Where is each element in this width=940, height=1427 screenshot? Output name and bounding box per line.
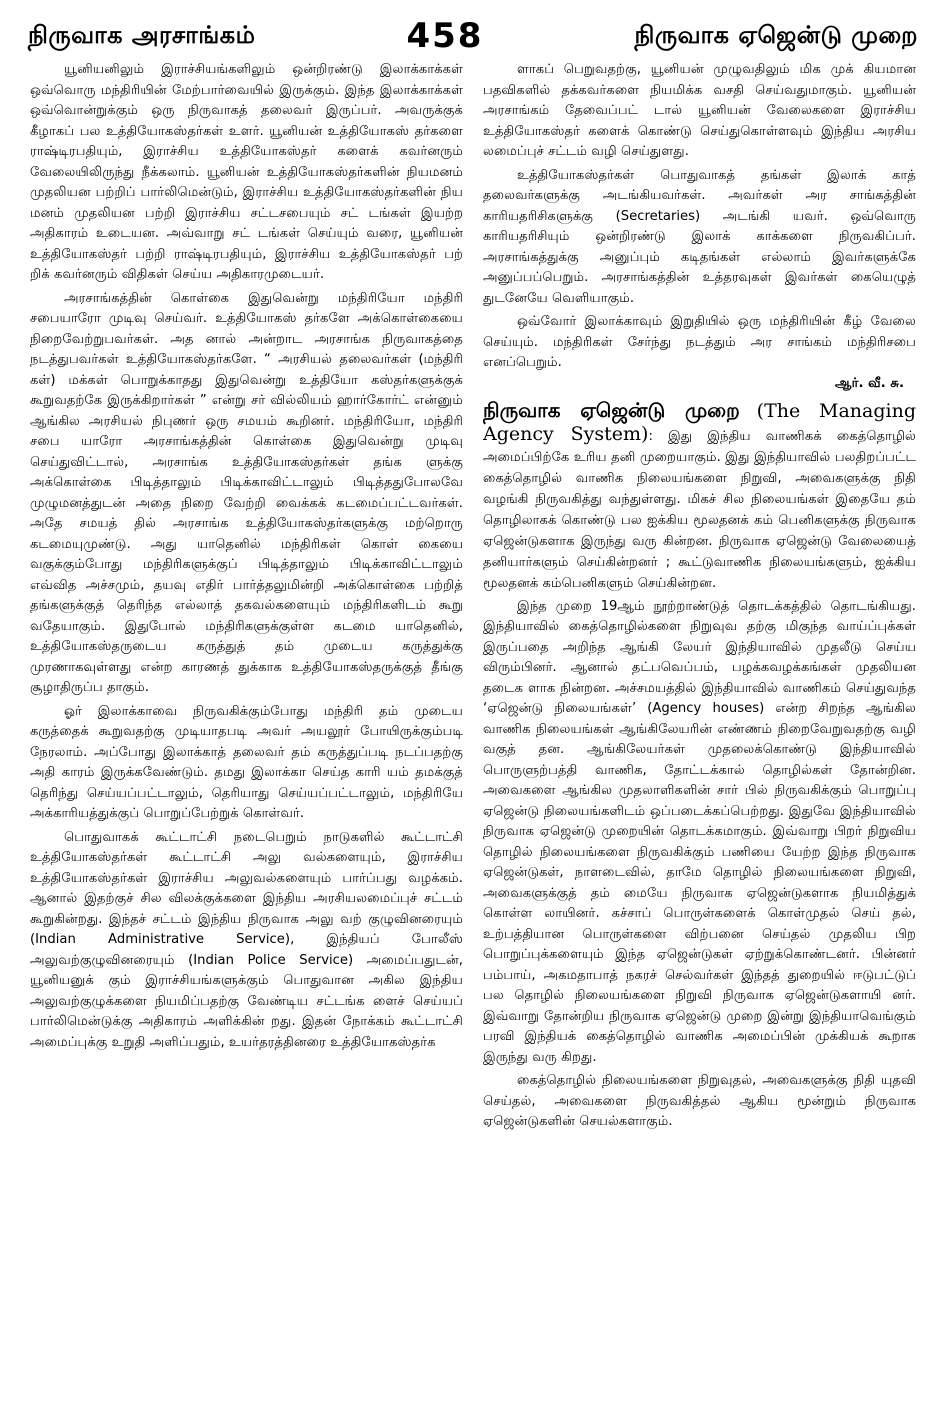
section-intro: : இது இந்திய வாணிகக் கைத்தொழில் அமைப்பிற்கே உரிய தனி முறையாகும். இது இந்தியாவில் பலதிறப்பட்ட கைத்தொழில் வாணிக நிலையங்களை நிறுவி, அவைகளுக்கு நிதி வழங்கி நிருவகித்து வந்துள்ளது. மிகச் சில நிலையங்கள் இதையே தம் தொழிலாகக் கொண்டு பல ஐக்கிய மூலதனக் கம் பெனிகளுக்கு நிருவாக ஏஜென்டுகளாக இருந்து வரு கின்றன. நிருவாக ஏஜென்டு வேலையைத் தனியார்களும் செய்கின்றனர் ; கூட்டுவாணிக நிலையங்களும், ஐக்கிய மூலதனக் கம்பெனிகளும் செய்கின்றன. <box>483 428 916 591</box>
running-title-right: நிருவாக ஏஜென்டு முறை <box>634 20 918 49</box>
paragraph: ஓர் இலாக்காவை நிருவகிக்கும்போது மந்திரி தம் முடைய கருத்தைக் கூறுவதற்கு முடியாதபடி அவர் அயலூர் போயிருக்கும்படி நேரலாம். அப்போது இலாக்காத் தலைவர் தம் கருத்துப்படி நடப்பதற்கு அதி காரம் இருக்கவேண்டும். தமது இலாக்கா செய்த காரி யம் தமக்குத் தெரிந்து செய்யப்பட்டாலும், தெரியாது செய்யப்பட்டாலும், மந்திரியே அக்காரியத்துக்குப் பொறுப்பேற்றுக் கொள்வர். <box>30 703 463 821</box>
paragraph: அரசாங்கத்தின் கொள்கை இதுவென்று மந்திரியோ மந்திரி சபையாரோ முடிவு செய்வர். உத்தியோகஸ் தர்களே அக்கொள்கையை நிறைவேற்றுபவர்கள். அத னால் அன்றாட அரசாங்க நிருவாகத்தை நடத்துபவர்கள் உத்தியோகஸ்தர்களே. “ அரசியல் தலைவர்கள் (மந்திரி கள்) மக்கள் பொறுக்காதது இதுவென்று உத்தியோ கஸ்தர்களுக்குக் கூறுவதற்கே இருக்கிறார்கள் ” என்று சர் வில்லியம் ஹார்கோர்ட் என்னும் ஆங்கில அரசியல் நிபுணர் ஒரு சமயம் கூறினர். மந்திரியோ, மந்திரி சபை யாரோ அரசாங்கத்தின் கொள்கை இதுவென்று முடிவு செய்துவிட்டால், அரசாங்க உத்தியோகஸ்தர்கள் தங்க ளுக்கு அக்கொள்கை பிடித்தாலும் பிடிக்காவிட்டாலும் பிடித்ததுபோலவே முழுமனத்துடன் அதை நிறை வேற்றி வைக்கக் கடமைப்பட்டவர்கள். அதே சமயத் தில் அரசாங்க உத்தியோகஸ்தர்களுக்கு மற்றொரு கடமையுமுண்டு. அது யாதெனில் மந்திரிகள் கொள் கையை வகுக்கும்போது மந்திரிகளுக்குப் பிடித்தாலும் பிடிக்காவிட்டாலும் எவ்வித அச்சமும், தயவு எதிர் பார்த்தலுமின்றி அக்கொள்கை பற்றித் தங்களுக்குத் தெரிந்த எல்லாத் தகவல்களையும் மந்திரிகளிடம் கூறு வதேயாகும். இதுபோல் மந்திரிகளுக்குள்ள கடமை யாதெனில், உத்தியோகஸ்தருடைய கருத்துத் தம் முடைய கருத்துக்கு முரணாகவுள்ளது என்ற காரணத் துக்காக உத்தியோகஸ்தருக்குத் தீங்கு சூழாதிருப்ப தாகும். <box>30 290 463 695</box>
paragraph: உத்தியோகஸ்தர்கள் பொதுவாகத் தங்கள் இலாக் காத் தலைவர்களுக்கு அடங்கியவர்கள். அவர்கள் அர சாங்கத்தின் காரியதரிசிகளுக்கு (Secretaries) அடங்கி யவர். ஒவ்வொரு காரியதரிசியும் ஒன்றிரண்டு இலாக் காக்களை நிருவகிப்பர். அரசாங்கத்துக்கு அனுப்பும் கடிதங்கள் எல்லாம் இவர்களுக்கே அனுப்பப்பெறும். அரசாங்கத்தின் உத்தரவுகள் இவர்கள் கையெழுத் துடனேயே வெளியாகும். <box>483 167 916 306</box>
section-title: நிருவாக ஏஜென்டு முறை <box>483 397 740 422</box>
paragraph: ளாகப் பெறுவதற்கு, யூனியன் முழுவதிலும் மிக முக் கியமான பதவிகளில் தக்கவர்களை நியமிக்க வசதி செய்வதுமாகும். யூனியன் அரசாங்கம் தேவைப்பட் டால் யூனியன் வேலைகளை இராச்சிய உத்தியோகஸ்தர் களைக் கொண்டு செய்துகொள்ளவும் இந்திய அரசிய லமைப்புச் சட்டம் வழி செய்துளது. <box>483 62 916 159</box>
page-number: 458 <box>406 16 484 56</box>
author-initials: ஆர். வீ. சு. <box>834 375 904 391</box>
left-column <box>30 60 463 1410</box>
paragraph: யூனியனிலும் இராச்சியங்களிலும் ஒன்றிரண்டு இலாக்காக்கள் ஒவ்வொரு மந்திரியின் மேற்பார்வையில் இருக்கும். இந்த இலாக்காக்கள் ஒவ்வொன்றுக்கும் ஒரு நிருவாகத் தலைவர் இருப்பர். அவருக்குக் கீழாகப் பல உத்தியோகஸ்தர்கள் உளர். யூனியன் உத்தியோகஸ் தர்களை ராஷ்டிரபதியும், இராச்சிய உத்தியோகஸ்தர் களைக் கவர்னரும் வேலையிலிருந்து நீக்கலாம். யூனியன் உத்தியோகஸ்தர்களின் நியமனம் முதலியன பற்றிப் பார்லிமென்டும், இராச்சிய உத்தியோகஸ்தர்களின் நிய மனம் முதலியன பற்றி இராச்சிய சட்டசபையும் சட் டங்கள் இயற்ற அதிகாரம் உடையன. அவ்வாறு சட் டங்கள் செய்யும் வரை, யூனியன் உத்தியோகஸ்தர் பற்றி ராஷ்டிரபதியும், இராச்சிய உத்தியோகஸ்தர் பற் றிக் கவர்னரும் விதிகள் செய்ய அதிகாரமுடையர். <box>30 62 463 282</box>
paragraph: இந்த முறை 19ஆம் நூற்றாண்டுத் தொடக்கத்தில் தொடங்கியது. இந்தியாவில் கைத்தொழில்களை நிறுவுவ தற்கு மிகுந்த வாய்ப்புக்கள் இருப்பதை அறிந்த ஆங்கி லேயர் இந்தியாவில் முதலீடு செய்ய விரும்பினர். ஆனால் தட்பவெப்பம், பழக்கவழக்கங்கள் முதலியன தடைக ளாக நின்றன. அச்சமயத்தில் இந்தியாவில் வாணிகம் செய்துவந்த ‘ஏஜென்டு நிலையங்கள்’ (Agency houses) என்ற சிறந்த ஆங்கில வாணிக நிலையங்கள் ஆங்கிலேயரின் எண்ணம் நிறைவேறுவதற்கு வழி வகுத் தன. ஆங்கிலேயர்கள் முதலைக்கொண்டு இந்தியாவில் பொருளுற்பத்தி வாணிக, தோட்டக்கால் தொழில்கள் தோன்றின. அவைகளை ஆங்கில முதலாளிகளின் சார் பில் நிருவகிக்கும் பொறுப்பு ஏஜென்டு நிலையங்களிடம் ஒப்படைக்கப்பெற்றது. இதுவே இந்தியாவில் நிருவாக ஏஜென்டு முறையின் தொடக்கமாகும். இவ்வாறு பிறர் நிறுவிய தொழில் நிலையங்களை நிருவகிக்கும் பணியை யேற்ற இந்த நிருவாக ஏஜென்டுகள், நாளடைவில், தாமே தொழில் நிலையங்களை நிறுவி, அவைகளுக்குத் தம் மையே நிருவாக ஏஜென்டுகளாக நியமித்துக் கொள்ள லாயினர். கச்சாப் பொருள்களைக் கொள்முதல் செய் தல், உற்பத்தியான பொருள்களை விற்பனை செய்தல் முதலிய பிற பொறுப்புக்களையும் இந்த ஏஜென்டுகள் ஏற்றுக்கொண்டனர். பின்னர் பம்பாய், அகமதாபாத் நகரச் செல்வர்கள் இந்தத் துறையில் ஈடுபட்டுப் பல தொழில் நிலையங்களை நிறுவி நிருவாக ஏஜென்டுகளாயி னர். இவ்வாறு தோன்றிய நிருவாக ஏஜென்டு முறை இன்று இந்தியாவெங்கும் பரவி இந்தியக் கைத்தொழில் வாணிக அமைப்பின் முக்கியக் கூறாக இருந்து வரு கிறது. <box>483 598 916 1065</box>
paragraph: கைத்தொழில் நிலையங்களை நிறுவுதல், அவைகளுக்கு நிதி யுதவி செய்தல், அவைகளை நிருவகித்தல் ஆகிய மூன்றும் நிருவாக ஏஜென்டுகளின் செயல்களாகும். <box>483 1073 916 1129</box>
running-title-left: நிருவாக அரசாங்கம் <box>28 20 256 49</box>
right-column <box>483 60 916 1410</box>
paragraph: ஒவ்வோர் இலாக்காவும் இறுதியில் ஒரு மந்திரியின் கீழ் வேலை செய்யும். மந்திரிகள் சேர்ந்து நடத்தும் அர சாங்கம் மந்திரிசபை எனப்பெறும். <box>483 314 916 370</box>
page-header <box>28 12 918 60</box>
paragraph: பொதுவாகக் கூட்டாட்சி நடைபெறும் நாடுகளில் கூட்டாட்சி உத்தியோகஸ்தர்கள் கூட்டாட்சி அலு வல்களையும், இராச்சிய உத்தியோகஸ்தர்கள் இராச்சிய அலுவல்களையும் பார்ப்பது வழக்கம். ஆனால் இதற்குச் சில விலக்குக்களை இந்திய அரசியலமைப்புச் சட்டம் கூறுகின்றது. இந்தச் சட்டம் இந்திய நிருவாக அலு வற் குழுவினரையும் (Indian Administrative Service), இந்தியப் போலீஸ் அலுவற்குழுவினரையும் (Indian Police Service) அமைப்பதுடன், யூனியனுக் கும் இராச்சியங்களுக்கும் பொதுவான அகில இந்திய அலுவற்குழுக்களை நியமிப்பதற்கு வேண்டிய சட்டங்க ளைச் செய்யப் பார்லிமென்டுக்கு அதிகாரம் அளிக்கின் றது. இதன் நோக்கம் கூட்டாட்சி அமைப்புக்கு உறுதி அளிப்பதும், உயர்தரத்தினரை உத்தியோகஸ்தர்க <box>30 829 463 1050</box>
section-title-english: (The Managing Agency System) <box>483 399 916 445</box>
section-entry <box>483 397 916 594</box>
text-columns <box>30 60 916 1410</box>
